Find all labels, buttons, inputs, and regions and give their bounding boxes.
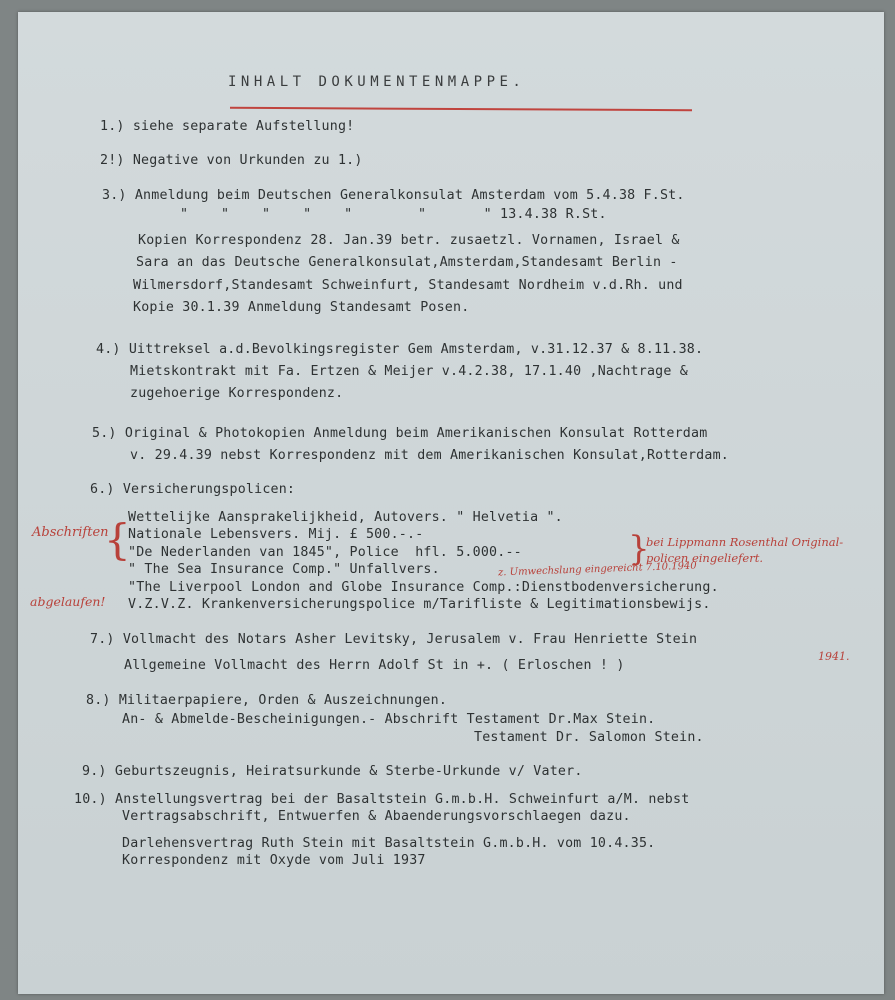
item-3-line-6: Kopie 30.1.39 Anmeldung Standesamt Posen. bbox=[133, 300, 470, 315]
item-7-line-1: 7.) Vollmacht des Notars Asher Levitsky, Jerusalem v. Frau Henriette Stein bbox=[90, 632, 698, 647]
handwritten-note-1a: bei Lippmann Rosenthal Original- bbox=[646, 535, 844, 549]
item-4-line-2: Mietskontrakt mit Fa. Ertzen & Meijer v.4.2.38, 17.1.40 ,Nachtrage & bbox=[130, 364, 688, 379]
item-4-line-1: 4.) Uittreksel a.d.Bevolkingsregister Gem Amsterdam, v.31.12.37 & 8.11.38. bbox=[96, 342, 704, 357]
item-7-line-2: Allgemeine Vollmacht des Herrn Adolf St in +. ( Erloschen ! ) bbox=[124, 658, 625, 673]
right-brace: } bbox=[628, 529, 650, 569]
insurance-line-3: "De Nederlanden van 1845", Police hfl. 5.000.-- bbox=[128, 545, 522, 560]
insurance-line-2: Nationale Lebensvers. Mij. £ 500.-.- bbox=[128, 527, 424, 542]
item-5-line-2: v. 29.4.39 nebst Korrespondenz mit dem Amerikanischen Konsulat,Rotterdam. bbox=[130, 448, 729, 463]
item-2: 2!) Negative von Urkunden zu 1.) bbox=[100, 153, 363, 168]
insurance-line-5: "The Liverpool London and Globe Insurance Comp.:Dienstbodenversicherung. bbox=[128, 580, 719, 595]
page-title: INHALT DOKUMENTENMAPPE. bbox=[228, 74, 526, 90]
handwritten-note-1b: policen eingeliefert. bbox=[646, 551, 764, 565]
insurance-line-6: V.Z.V.Z. Krankenversicherungspolice m/Tarifliste & Legitimationsbewijs. bbox=[128, 597, 711, 612]
handwritten-year: 1941. bbox=[818, 650, 850, 663]
item-3-line-2: " " " " " " " 13.4.38 R.St. bbox=[180, 207, 607, 222]
item-10-line-2: Vertragsabschrift, Entwuerfen & Abaenderungsvorschlaegen dazu. bbox=[122, 809, 631, 824]
item-6-heading: 6.) Versicherungspolicen: bbox=[90, 482, 296, 497]
item-1: 1.) siehe separate Aufstellung! bbox=[100, 119, 355, 134]
item-5-line-1: 5.) Original & Photokopien Anmeldung beim Amerikanischen Konsulat Rotterdam bbox=[92, 426, 708, 441]
item-8-line-2: An- & Abmelde-Bescheinigungen.- Abschrift Testament Dr.Max Stein. bbox=[122, 712, 656, 727]
document-page bbox=[18, 12, 884, 994]
insurance-line-4: " The Sea Insurance Comp." Unfallvers. bbox=[128, 562, 440, 577]
left-brace: { bbox=[104, 515, 131, 564]
item-3-line-3: Kopien Korrespondenz 28. Jan.39 betr. zusaetzl. Vornamen, Israel & bbox=[138, 233, 680, 248]
item-3-line-1: 3.) Anmeldung beim Deutschen Generalkonsulat Amsterdam vom 5.4.38 F.St. bbox=[102, 188, 685, 203]
item-3-line-5: Wilmersdorf,Standesamt Schweinfurt, Standesamt Nordheim v.d.Rh. und bbox=[133, 278, 683, 293]
item-10-line-4: Korrespondenz mit Oxyde vom Juli 1937 bbox=[122, 853, 426, 868]
item-8-line-3: Testament Dr. Salomon Stein. bbox=[474, 730, 704, 745]
insurance-line-1: Wettelijke Aansprakelijkheid, Autovers. " Helvetia ". bbox=[128, 510, 563, 525]
item-8-line-1: 8.) Militaerpapiere, Orden & Auszeichnungen. bbox=[86, 693, 448, 708]
handwritten-note-2: z. Umwechslung eingereicht 7.10.1940 bbox=[497, 560, 697, 579]
item-4-line-3: zugehoerige Korrespondenz. bbox=[130, 386, 344, 401]
title-underline bbox=[230, 107, 692, 111]
item-10-line-3: Darlehensvertrag Ruth Stein mit Basaltstein G.m.b.H. vom 10.4.35. bbox=[122, 836, 656, 851]
item-3-line-4: Sara an das Deutsche Generalkonsulat,Amsterdam,Standesamt Berlin - bbox=[136, 255, 678, 270]
item-9: 9.) Geburtszeugnis, Heiratsurkunde & Sterbe-Urkunde v/ Vater. bbox=[82, 764, 583, 779]
handwritten-abgelaufen: abgelaufen! bbox=[30, 594, 106, 609]
item-10-line-1: 10.) Anstellungsvertrag bei der Basaltstein G.m.b.H. Schweinfurt a/M. nebst bbox=[74, 792, 690, 807]
handwritten-abschriften: Abschriften bbox=[32, 525, 109, 540]
